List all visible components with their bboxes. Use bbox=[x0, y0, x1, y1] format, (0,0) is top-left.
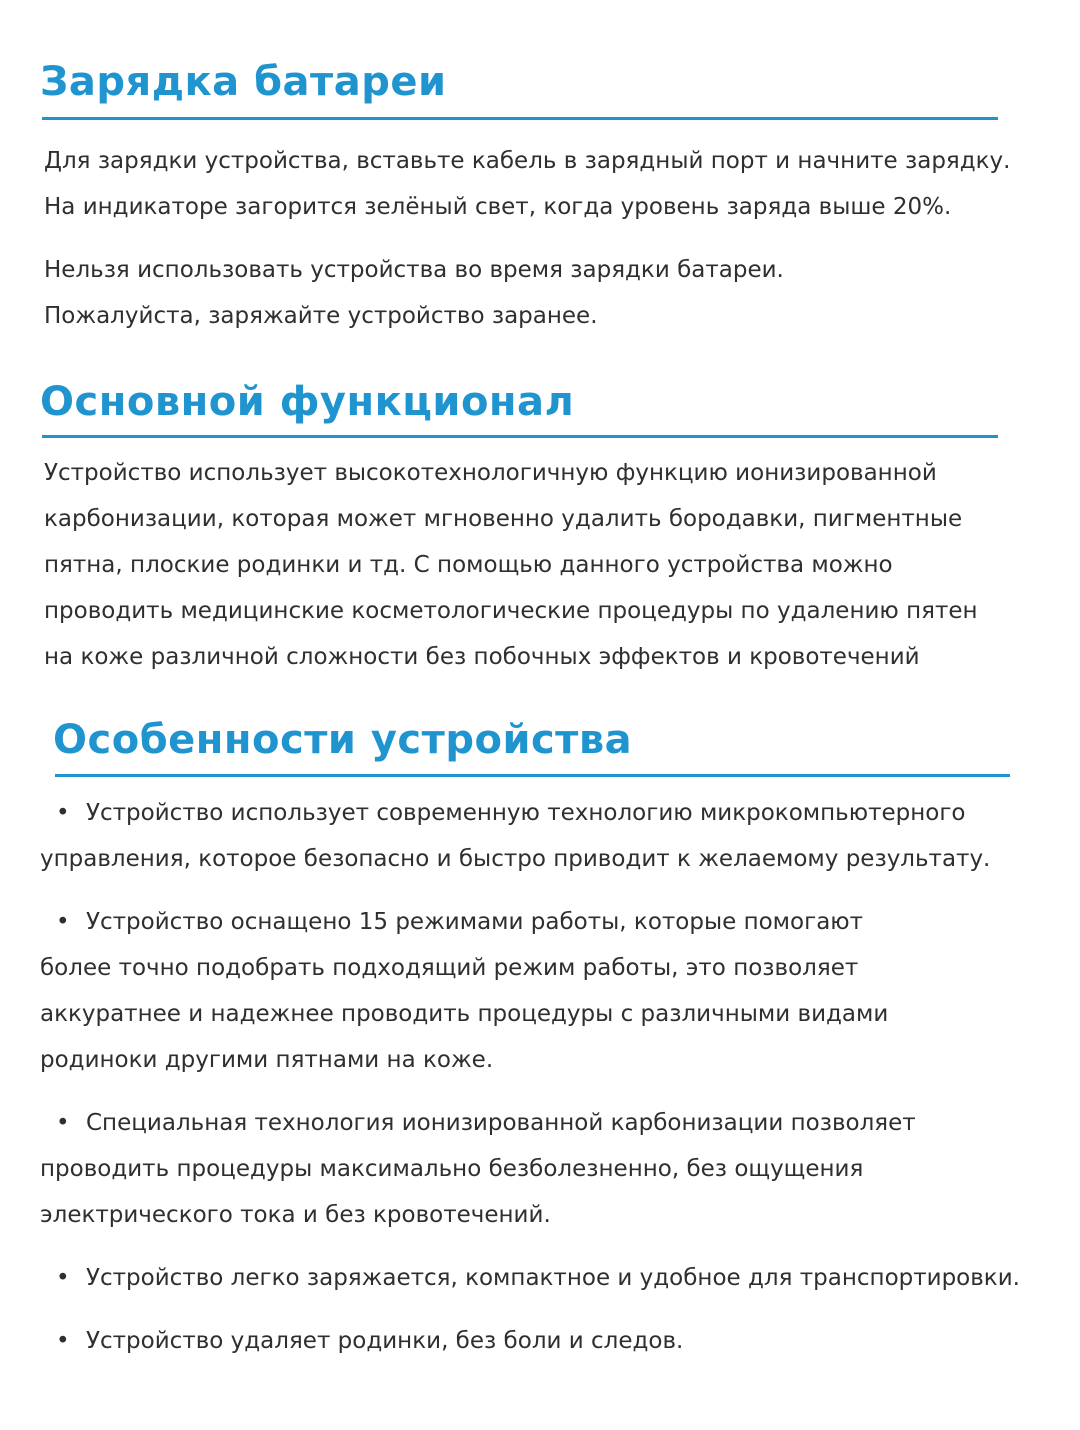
section-divider bbox=[42, 435, 998, 438]
bullet-line: управления, которое безопасно и быстро приводит к желаемому результату. bbox=[40, 846, 991, 872]
section-divider bbox=[42, 117, 998, 120]
section-heading-battery-charging: Зарядка батареи bbox=[40, 59, 447, 105]
bullet-marker: • bbox=[56, 909, 70, 935]
bullet-line: Устройство использует современную технологию микрокомпьютерного bbox=[86, 800, 966, 826]
bullet-marker: • bbox=[56, 800, 70, 826]
bullet-marker: • bbox=[56, 1265, 70, 1291]
paragraph-line: на коже различной сложности без побочных эффектов и кровотечений bbox=[44, 644, 920, 670]
paragraph-line: Для зарядки устройства, вставьте кабель в зарядный порт и начните зарядку. bbox=[44, 148, 1011, 174]
paragraph-line: На индикаторе загорится зелёный свет, когда уровень заряда выше 20%. bbox=[44, 194, 952, 220]
paragraph-line: Нельзя использовать устройства во время зарядки батареи. bbox=[44, 257, 784, 283]
bullet-marker: • bbox=[56, 1328, 70, 1354]
bullet-line: аккуратнее и надежнее проводить процедуры с различными видами bbox=[40, 1001, 889, 1027]
section-heading-device-features: Особенности устройства bbox=[53, 717, 633, 763]
bullet-line: Устройство легко заряжается, компактное и удобное для транспортировки. bbox=[86, 1265, 1020, 1291]
bullet-line: электрического тока и без кровотечений. bbox=[40, 1202, 551, 1228]
bullet-line: родиноки другими пятнами на коже. bbox=[40, 1047, 494, 1073]
bullet-line: более точно подобрать подходящий режим работы, это позволяет bbox=[40, 955, 859, 981]
section-heading-main-functionality: Основной функционал bbox=[40, 379, 575, 425]
bullet-line: Устройство оснащено 15 режимами работы, которые помогают bbox=[86, 909, 864, 935]
bullet-line: Специальная технология ионизированной карбонизации позволяет bbox=[86, 1110, 916, 1136]
bullet-line: проводить процедуры максимально безболезненно, без ощущения bbox=[40, 1156, 864, 1182]
paragraph-line: пятна, плоские родинки и тд. С помощью данного устройства можно bbox=[44, 552, 893, 578]
paragraph-line: Устройство использует высокотехнологичную функцию ионизированной bbox=[44, 460, 937, 486]
bullet-line: Устройство удаляет родинки, без боли и следов. bbox=[86, 1328, 684, 1354]
paragraph-line: проводить медицинские косметологические процедуры по удалению пятен bbox=[44, 598, 978, 624]
paragraph-line: Пожалуйста, заряжайте устройство заранее. bbox=[44, 303, 598, 329]
section-divider bbox=[55, 774, 1010, 777]
bullet-marker: • bbox=[56, 1110, 70, 1136]
paragraph-line: карбонизации, которая может мгновенно удалить бородавки, пигментные bbox=[44, 506, 963, 532]
